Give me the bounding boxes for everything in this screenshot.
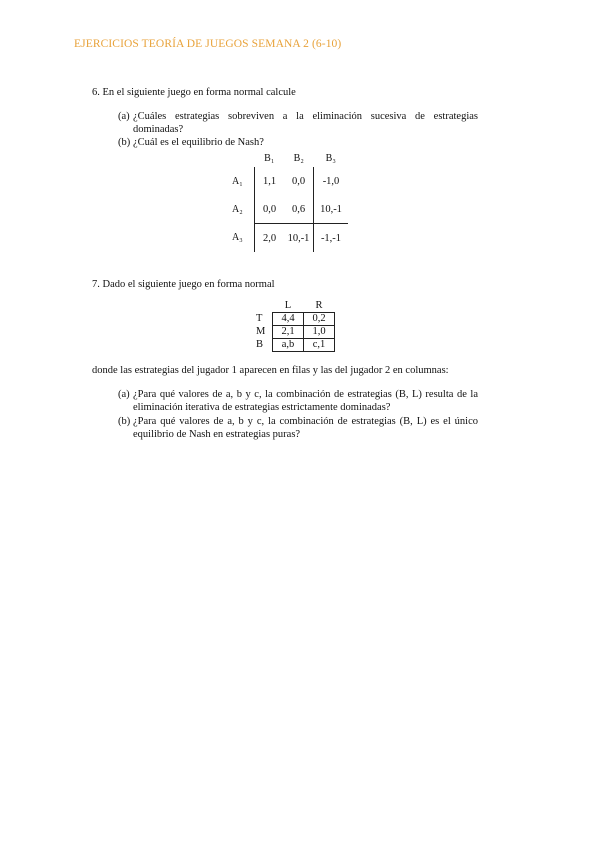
q7-intro: 7. Dado el siguiente juego en forma normal — [92, 279, 275, 290]
payoff-cell: c,1 — [304, 339, 335, 352]
payoff-cell: 10,-1 — [314, 195, 349, 224]
q6-intro: 6. En el siguiente juego en forma normal calcule — [92, 87, 296, 98]
q6-item-b-label: (b) — [118, 137, 131, 148]
q7-item-a-label: (a) — [118, 389, 130, 400]
payoff-cell: a,b — [273, 339, 304, 352]
payoff-cell: 2,0 — [255, 224, 285, 253]
row-header: A₃ — [232, 232, 243, 244]
payoff-cell: -1,-1 — [314, 224, 349, 253]
payoff-cell: 1,1 — [255, 167, 285, 195]
page-header: EJERCICIOS TEORÍA DE JUEGOS SEMANA 2 (6-10) — [74, 38, 342, 50]
payoff-cell: -1,0 — [314, 167, 349, 195]
q7-note: donde las estrategias del jugador 1 aparecen en filas y las del jugador 2 en columnas: — [92, 365, 449, 376]
q6-item-a-label: (a) — [118, 111, 130, 122]
q6-item-b-text: ¿Cuál es el equilibrio de Nash? — [133, 137, 264, 148]
row-header: T — [256, 313, 263, 324]
q7-item-b-label: (b) — [118, 416, 131, 427]
col-header: B₁ — [264, 153, 275, 164]
payoff-cell: 4,4 — [273, 313, 304, 326]
payoff-cell: 0,0 — [255, 195, 285, 224]
row-header: A₂ — [232, 203, 243, 215]
payoff-cell: 0,0 — [291, 175, 306, 187]
q7-item-b — [118, 415, 478, 441]
q7-item-a — [118, 388, 478, 414]
payoff-cell: 2,1 — [273, 326, 304, 339]
q7-item-a-text: ¿Para qué valores de a, b y c, la combinación de estrategias (B, L) resulta de la eliminación iterativa de estrategias estrictamente dominadas? — [133, 389, 478, 413]
col-header: L — [284, 300, 292, 311]
payoff-cell: 1,0 — [304, 326, 335, 339]
q6-item-a-text: ¿Cuáles estrategias sobreviven a la eliminación sucesiva de estrategias dominadas? — [133, 111, 478, 135]
payoff-cell: 0,6 — [291, 203, 306, 215]
row-header: B — [256, 339, 264, 350]
q6-payoff-table — [232, 153, 348, 252]
q7-item-b-text: ¿Para qué valores de a, b y c, la combinación de estrategias (B, L) es el único equilibrio de Nash en estrategias puras? — [133, 416, 478, 440]
row-header: M — [256, 326, 266, 337]
row-header: A₁ — [232, 175, 243, 187]
payoff-cell: 10,-1 — [284, 224, 314, 253]
payoff-cell: 0,2 — [304, 313, 335, 326]
q6-item-b — [118, 136, 478, 149]
col-header: B₃ — [325, 153, 336, 164]
col-header: B₂ — [293, 153, 304, 164]
q7-payoff-table — [254, 300, 335, 352]
col-header: R — [315, 300, 323, 311]
q6-item-a — [118, 110, 478, 136]
